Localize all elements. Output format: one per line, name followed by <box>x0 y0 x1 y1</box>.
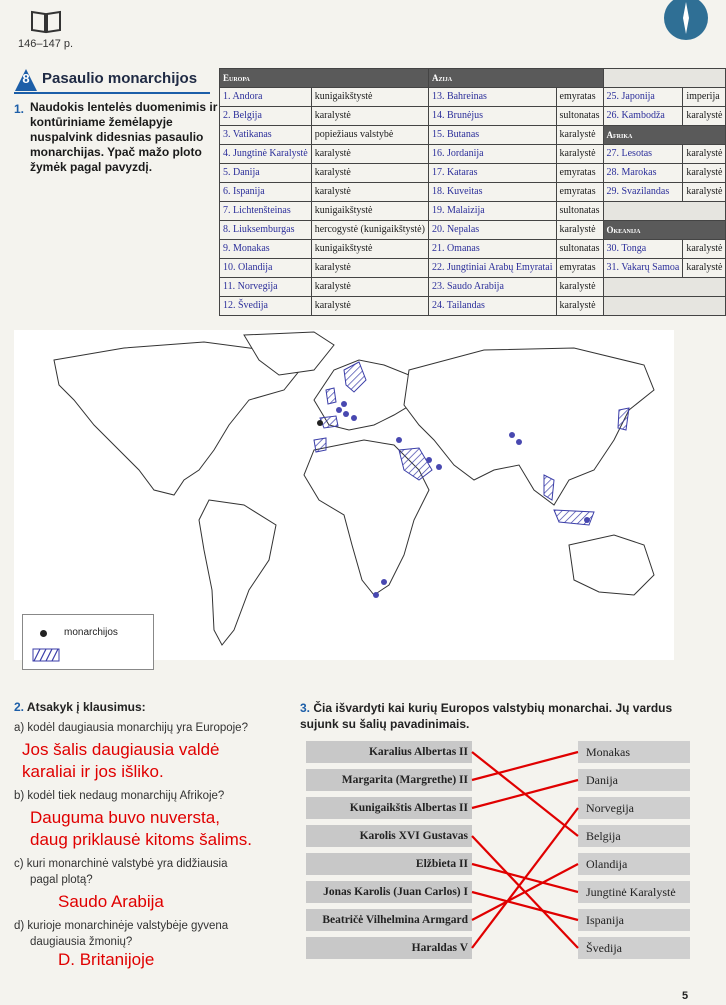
table-row <box>220 202 726 221</box>
table-header-oceania: Okeanija <box>603 221 726 240</box>
question-b: b) kodėl tiek nedaug monarchijų Afrikoje? <box>14 790 225 802</box>
monarch-box[interactable]: Kunigaikštis Albertas II <box>306 797 472 819</box>
table-header-africa: Afrika <box>603 126 726 145</box>
monarchy-dot <box>381 579 387 585</box>
match-line <box>472 864 578 920</box>
legend-label: monarchijos <box>64 627 118 638</box>
country-name: 26. Kambodža <box>603 107 683 126</box>
table-cell-empty <box>603 278 726 297</box>
table-cell-empty <box>603 69 726 88</box>
world-outline-map <box>14 330 674 660</box>
government-type: karalystė <box>556 145 603 164</box>
country-name: 6. Ispanija <box>220 183 312 202</box>
task3-number: 3. <box>300 701 311 715</box>
question-c-line2: pagal plotą? <box>30 874 93 886</box>
monarchy-dot <box>341 401 347 407</box>
country-name: 24. Tailandas <box>428 297 556 316</box>
government-type: emyratas <box>556 259 603 278</box>
task3-heading <box>300 700 690 732</box>
government-type: karalystė <box>311 278 428 297</box>
answer-b-line2[interactable]: daug priklausė kitoms šalims. <box>30 830 253 849</box>
monarchy-dot <box>584 517 590 523</box>
country-name: 9. Monakas <box>220 240 312 259</box>
task2-title: Atsakyk į klausimus: <box>26 700 146 714</box>
country-box[interactable]: Belgija <box>578 825 690 847</box>
match-line <box>472 752 578 836</box>
answer-b-line1[interactable]: Dauguma buvo nuversta, <box>30 808 220 827</box>
government-type: sultonatas <box>556 107 603 126</box>
task1-number: 1. <box>14 102 25 116</box>
monarchy-dot <box>509 432 515 438</box>
government-type: karalystė <box>683 183 726 202</box>
government-type: karalystė <box>556 126 603 145</box>
country-box[interactable]: Olandija <box>578 853 690 875</box>
government-type: karalystė <box>556 278 603 297</box>
government-type: karalystė <box>683 107 726 126</box>
country-name: 23. Saudo Arabija <box>428 278 556 297</box>
page-reference: 146–147 p. <box>18 38 74 50</box>
table-row <box>220 164 726 183</box>
task1-instruction: Naudokis lentelės duomenimis ir kontūriniame žemėlapyje nuspalvink didesnias pasaulio monarchijas. Ypač mažo ploto žymėk pagal pavyzdį. <box>30 100 218 174</box>
question-d-line2: daugiausia žmonių? <box>30 936 133 948</box>
monarch-box[interactable]: Beatričė Vilhelmina Armgard <box>306 909 472 931</box>
monarchy-dot <box>336 407 342 413</box>
government-type: karalystė <box>311 164 428 183</box>
monarchy-dot <box>396 437 402 443</box>
country-name: 29. Svazilandas <box>603 183 683 202</box>
question-d-line1: d) kurioje monarchinėje valstybėje gyvena <box>14 920 229 932</box>
table-row <box>220 183 726 202</box>
country-name: 11. Norvegija <box>220 278 312 297</box>
title-underline <box>14 92 210 94</box>
country-name: 31. Vakarų Samoa <box>603 259 683 278</box>
country-name: 19. Malaizija <box>428 202 556 221</box>
table-row <box>220 259 726 278</box>
table-row <box>220 297 726 316</box>
country-name: 16. Jordanija <box>428 145 556 164</box>
task2-number: 2. <box>14 700 25 714</box>
country-box[interactable]: Jungtinė Karalystė <box>578 881 690 903</box>
government-type: kunigaikštystė <box>311 240 428 259</box>
country-name: 4. Jungtinė Karalystė <box>220 145 312 164</box>
table-row <box>220 145 726 164</box>
government-type: imperija <box>683 88 726 107</box>
country-name: 13. Bahreinas <box>428 88 556 107</box>
answer-c[interactable]: Saudo Arabija <box>58 892 164 911</box>
government-type: karalystė <box>311 259 428 278</box>
country-name: 25. Japonija <box>603 88 683 107</box>
question-c-line1: c) kuri monarchinė valstybė yra didžiausia <box>14 858 228 870</box>
table-cell-empty <box>603 297 726 316</box>
country-box[interactable]: Ispanija <box>578 909 690 931</box>
compass-icon <box>650 0 700 50</box>
table-row <box>220 126 726 145</box>
table-row <box>220 221 726 240</box>
government-type: karalystė <box>556 297 603 316</box>
task3-instruction: Čia išvardyti kai kurių Europos valstybių monarchai. Jų vardus sujunk su šalių pavadinimais. <box>300 701 673 731</box>
government-type: karalystė <box>311 107 428 126</box>
country-box[interactable]: Norvegija <box>578 797 690 819</box>
table-row <box>220 88 726 107</box>
government-type: emyratas <box>556 183 603 202</box>
country-name: 22. Jungtiniai Arabų Emyratai <box>428 259 556 278</box>
country-name: 14. Brunėjus <box>428 107 556 126</box>
monarchy-dot <box>426 457 432 463</box>
monarch-box[interactable]: Jonas Karolis (Juan Carlos) I <box>306 881 472 903</box>
government-type: kunigaikštystė <box>311 202 428 221</box>
task2-heading <box>14 700 146 714</box>
country-name: 15. Butanas <box>428 126 556 145</box>
government-type: karalystė <box>556 221 603 240</box>
legend-hatch-icon <box>32 648 60 662</box>
question-a: a) kodėl daugiausia monarchijų yra Europoje? <box>14 722 248 734</box>
answer-a-line1[interactable]: Jos šalis daugiausia valdė <box>22 740 220 759</box>
country-box[interactable]: Danija <box>578 769 690 791</box>
government-type: emyratas <box>556 88 603 107</box>
country-name: 7. Lichtenšteinas <box>220 202 312 221</box>
monarch-box[interactable]: Elžbieta II <box>306 853 472 875</box>
match-line <box>472 836 578 948</box>
country-box[interactable]: Švedija <box>578 937 690 959</box>
government-type: popiežiaus valstybė <box>311 126 428 145</box>
monarch-box[interactable]: Haraldas V <box>306 937 472 959</box>
match-line <box>472 752 578 780</box>
government-type: karalystė <box>311 297 428 316</box>
government-type: sultonatas <box>556 240 603 259</box>
legend-dot-icon <box>40 630 47 637</box>
country-name: 30. Tonga <box>603 240 683 259</box>
country-name: 21. Omanas <box>428 240 556 259</box>
section-number: 8 <box>22 71 30 86</box>
government-type: karalystė <box>311 183 428 202</box>
country-name: 18. Kuveitas <box>428 183 556 202</box>
government-type: kunigaikštystė <box>311 88 428 107</box>
match-line <box>472 864 578 892</box>
book-icon <box>30 8 62 34</box>
uk-hatch <box>326 388 336 404</box>
country-name: 27. Lesotas <box>603 145 683 164</box>
monarch-box[interactable]: Margarita (Margrethe) II <box>306 769 472 791</box>
country-name: 28. Marokas <box>603 164 683 183</box>
country-name: 12. Švedija <box>220 297 312 316</box>
government-type: karalystė <box>683 145 726 164</box>
country-name: 2. Belgija <box>220 107 312 126</box>
page-number: 5 <box>682 990 689 1002</box>
government-type: karalystė <box>683 259 726 278</box>
table-row <box>220 278 726 297</box>
country-name: 10. Olandija <box>220 259 312 278</box>
table-header-europe: Europa <box>220 69 429 88</box>
monarch-box[interactable]: Karalius Albertas II <box>306 741 472 763</box>
country-name: 3. Vatikanas <box>220 126 312 145</box>
government-type: karalystė <box>311 145 428 164</box>
table-row <box>220 107 726 126</box>
country-name: 8. Liuksemburgas <box>220 221 312 240</box>
table-header-asia: Azija <box>428 69 603 88</box>
government-type: sultonatas <box>556 202 603 221</box>
monarchy-dot <box>373 592 379 598</box>
monarchy-dot <box>516 439 522 445</box>
section-title: Pasaulio monarchijos <box>42 70 198 87</box>
monarchy-dot <box>343 411 349 417</box>
country-name: 20. Nepalas <box>428 221 556 240</box>
answer-a-line2[interactable]: karaliai ir jos išliko. <box>22 762 164 781</box>
monarchy-dot <box>436 464 442 470</box>
country-name: 5. Danija <box>220 164 312 183</box>
monarchy-table <box>219 68 726 316</box>
government-type: emyratas <box>556 164 603 183</box>
match-line <box>472 808 578 948</box>
page-header <box>0 0 700 50</box>
country-name: 1. Andora <box>220 88 312 107</box>
government-type: hercogystė (kunigaikštystė) <box>311 221 428 240</box>
country-box[interactable]: Monakas <box>578 741 690 763</box>
monarchy-dot <box>351 415 357 421</box>
morocco-hatch <box>314 438 326 452</box>
monarch-box[interactable]: Karolis XVI Gustavas <box>306 825 472 847</box>
answer-d[interactable]: D. Britanijoje <box>58 950 155 969</box>
match-line <box>472 892 578 920</box>
table-row <box>220 240 726 259</box>
country-name: 17. Kataras <box>428 164 556 183</box>
thailand-hatch <box>544 475 554 500</box>
monarchy-dot <box>317 420 323 426</box>
government-type: karalystė <box>683 164 726 183</box>
table-cell-empty <box>603 202 726 221</box>
government-type: karalystė <box>683 240 726 259</box>
match-line <box>472 780 578 808</box>
